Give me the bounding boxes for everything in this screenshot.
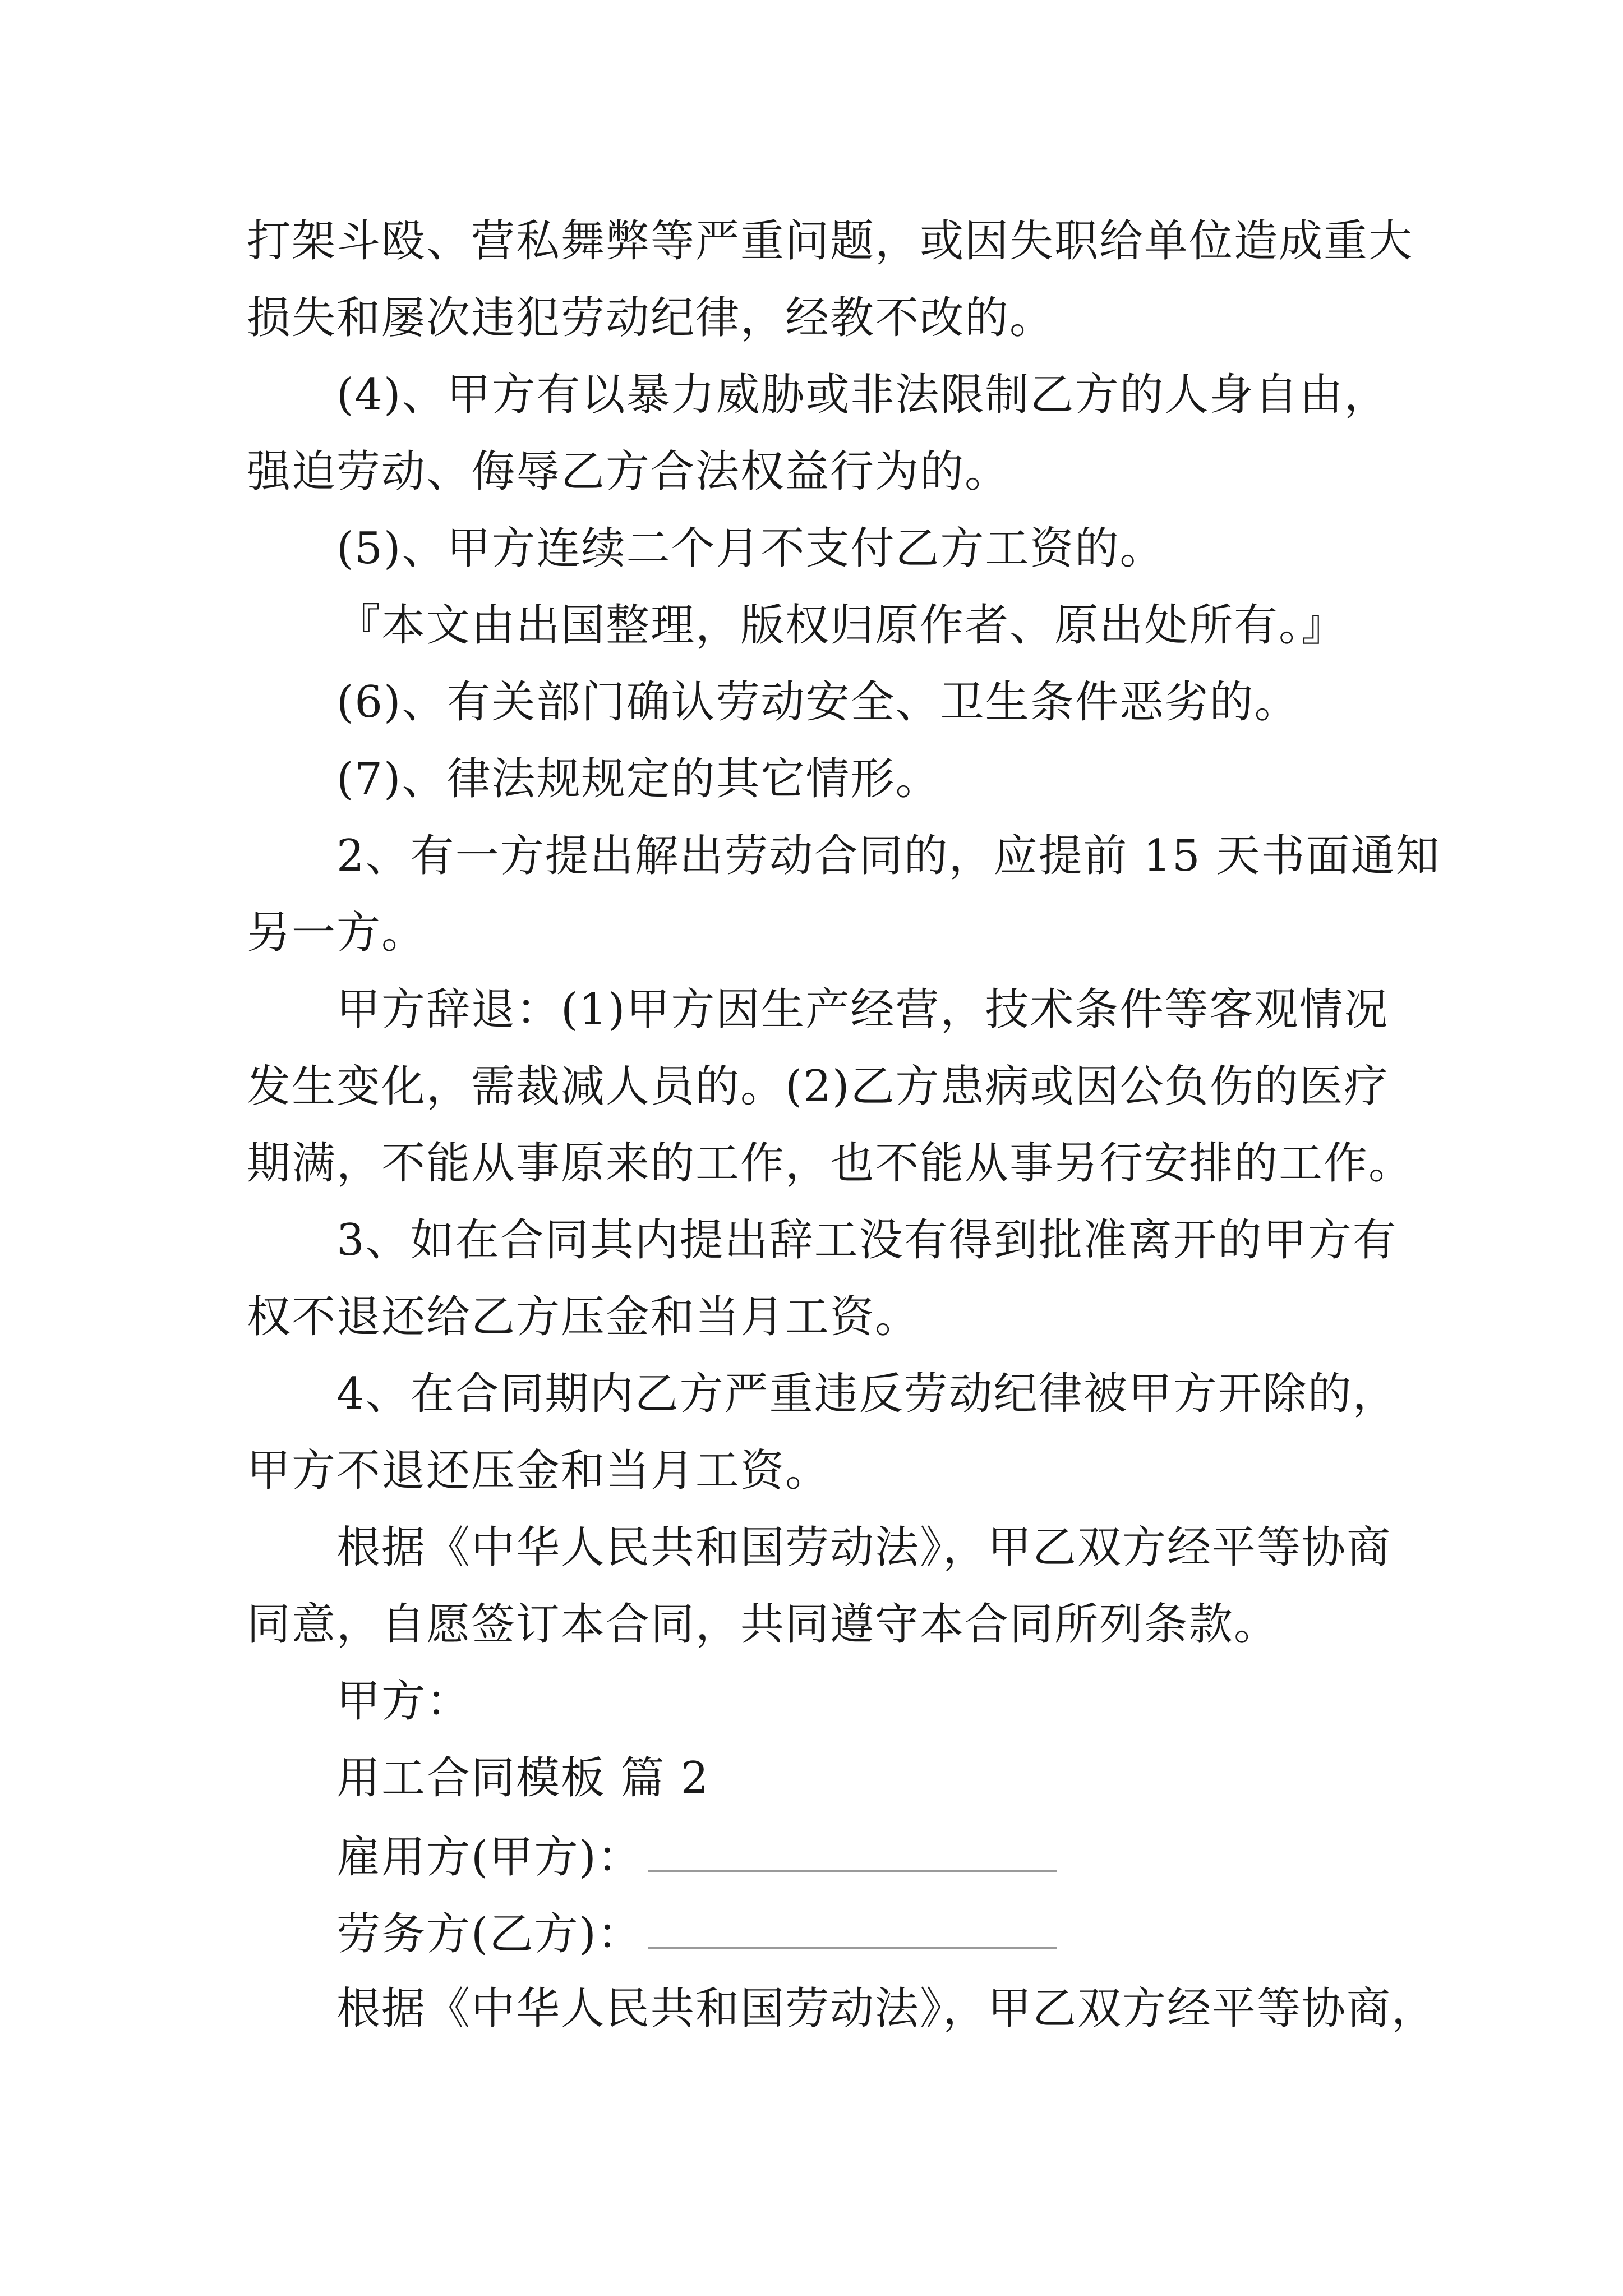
text-line-9: 2、有一方提出解出劳动合同的，应提前 15 天书面通知 [336, 831, 1441, 881]
worker-blank-line [648, 1907, 1057, 1949]
text-line-14: 3、如在合同其内提出辞工没有得到批准离开的甲方有 [336, 1215, 1398, 1266]
text-line-5: (5)、甲方连续二个月不支付乙方工资的。 [336, 523, 1165, 574]
worker-field [336, 1907, 1057, 1957]
text-line-18: 根据《中华人民共和国劳动法》，甲乙双方经平等协商 [336, 1522, 1392, 1573]
text-line-8: (7)、律法规规定的其它情形。 [336, 754, 940, 804]
worker-field-label: 劳务方(乙方)： [336, 1909, 642, 1959]
text-line-11: 甲方辞退：(1)甲方因生产经营，技术条件等客观情况 [336, 984, 1389, 1035]
employer-field [336, 1830, 1057, 1883]
section-heading: 用工合同模板 篇 2 [336, 1753, 710, 1803]
text-line-2: 损失和屡次违犯劳动纪律，经教不改的。 [247, 293, 1055, 343]
text-line-6: 『本文由出国整理，版权归原作者、原出处所有。』 [336, 600, 1347, 651]
employer-blank-line [648, 1830, 1057, 1872]
text-line-15: 权不退还给乙方压金和当月工资。 [247, 1292, 920, 1342]
text-line-19: 同意，自愿签订本合同，共同遵守本合同所列条款。 [247, 1599, 1279, 1650]
text-line-17: 甲方不退还压金和当月工资。 [247, 1446, 831, 1496]
text-line-12: 发生变化，需裁减人员的。(2)乙方患病或因公负伤的医疗 [247, 1061, 1389, 1112]
signature-party-a-label: 甲方： [336, 1676, 472, 1727]
text-line-1: 打架斗殴、营私舞弊等严重问题，或因失职给单位造成重大 [247, 216, 1414, 266]
text-line-10: 另一方。 [247, 908, 427, 958]
text-line-13: 期满，不能从事原来的工作，也不能从事另行安排的工作。 [247, 1138, 1414, 1189]
text-line-3: (4)、甲方有以暴力威胁或非法限制乙方的人身自由， [336, 370, 1389, 420]
text-line-16: 4、在合同期内乙方严重违反劳动纪律被甲方开除的， [336, 1369, 1398, 1419]
text-line-24: 根据《中华人民共和国劳动法》，甲乙双方经平等协商， [336, 1984, 1437, 2034]
employer-field-label: 雇用方(甲方)： [336, 1832, 642, 1883]
text-line-7: (6)、有关部门确认劳动安全、卫生条件恶劣的。 [336, 677, 1299, 728]
text-line-4: 强迫劳动、侮辱乙方合法权益行为的。 [247, 447, 1010, 497]
